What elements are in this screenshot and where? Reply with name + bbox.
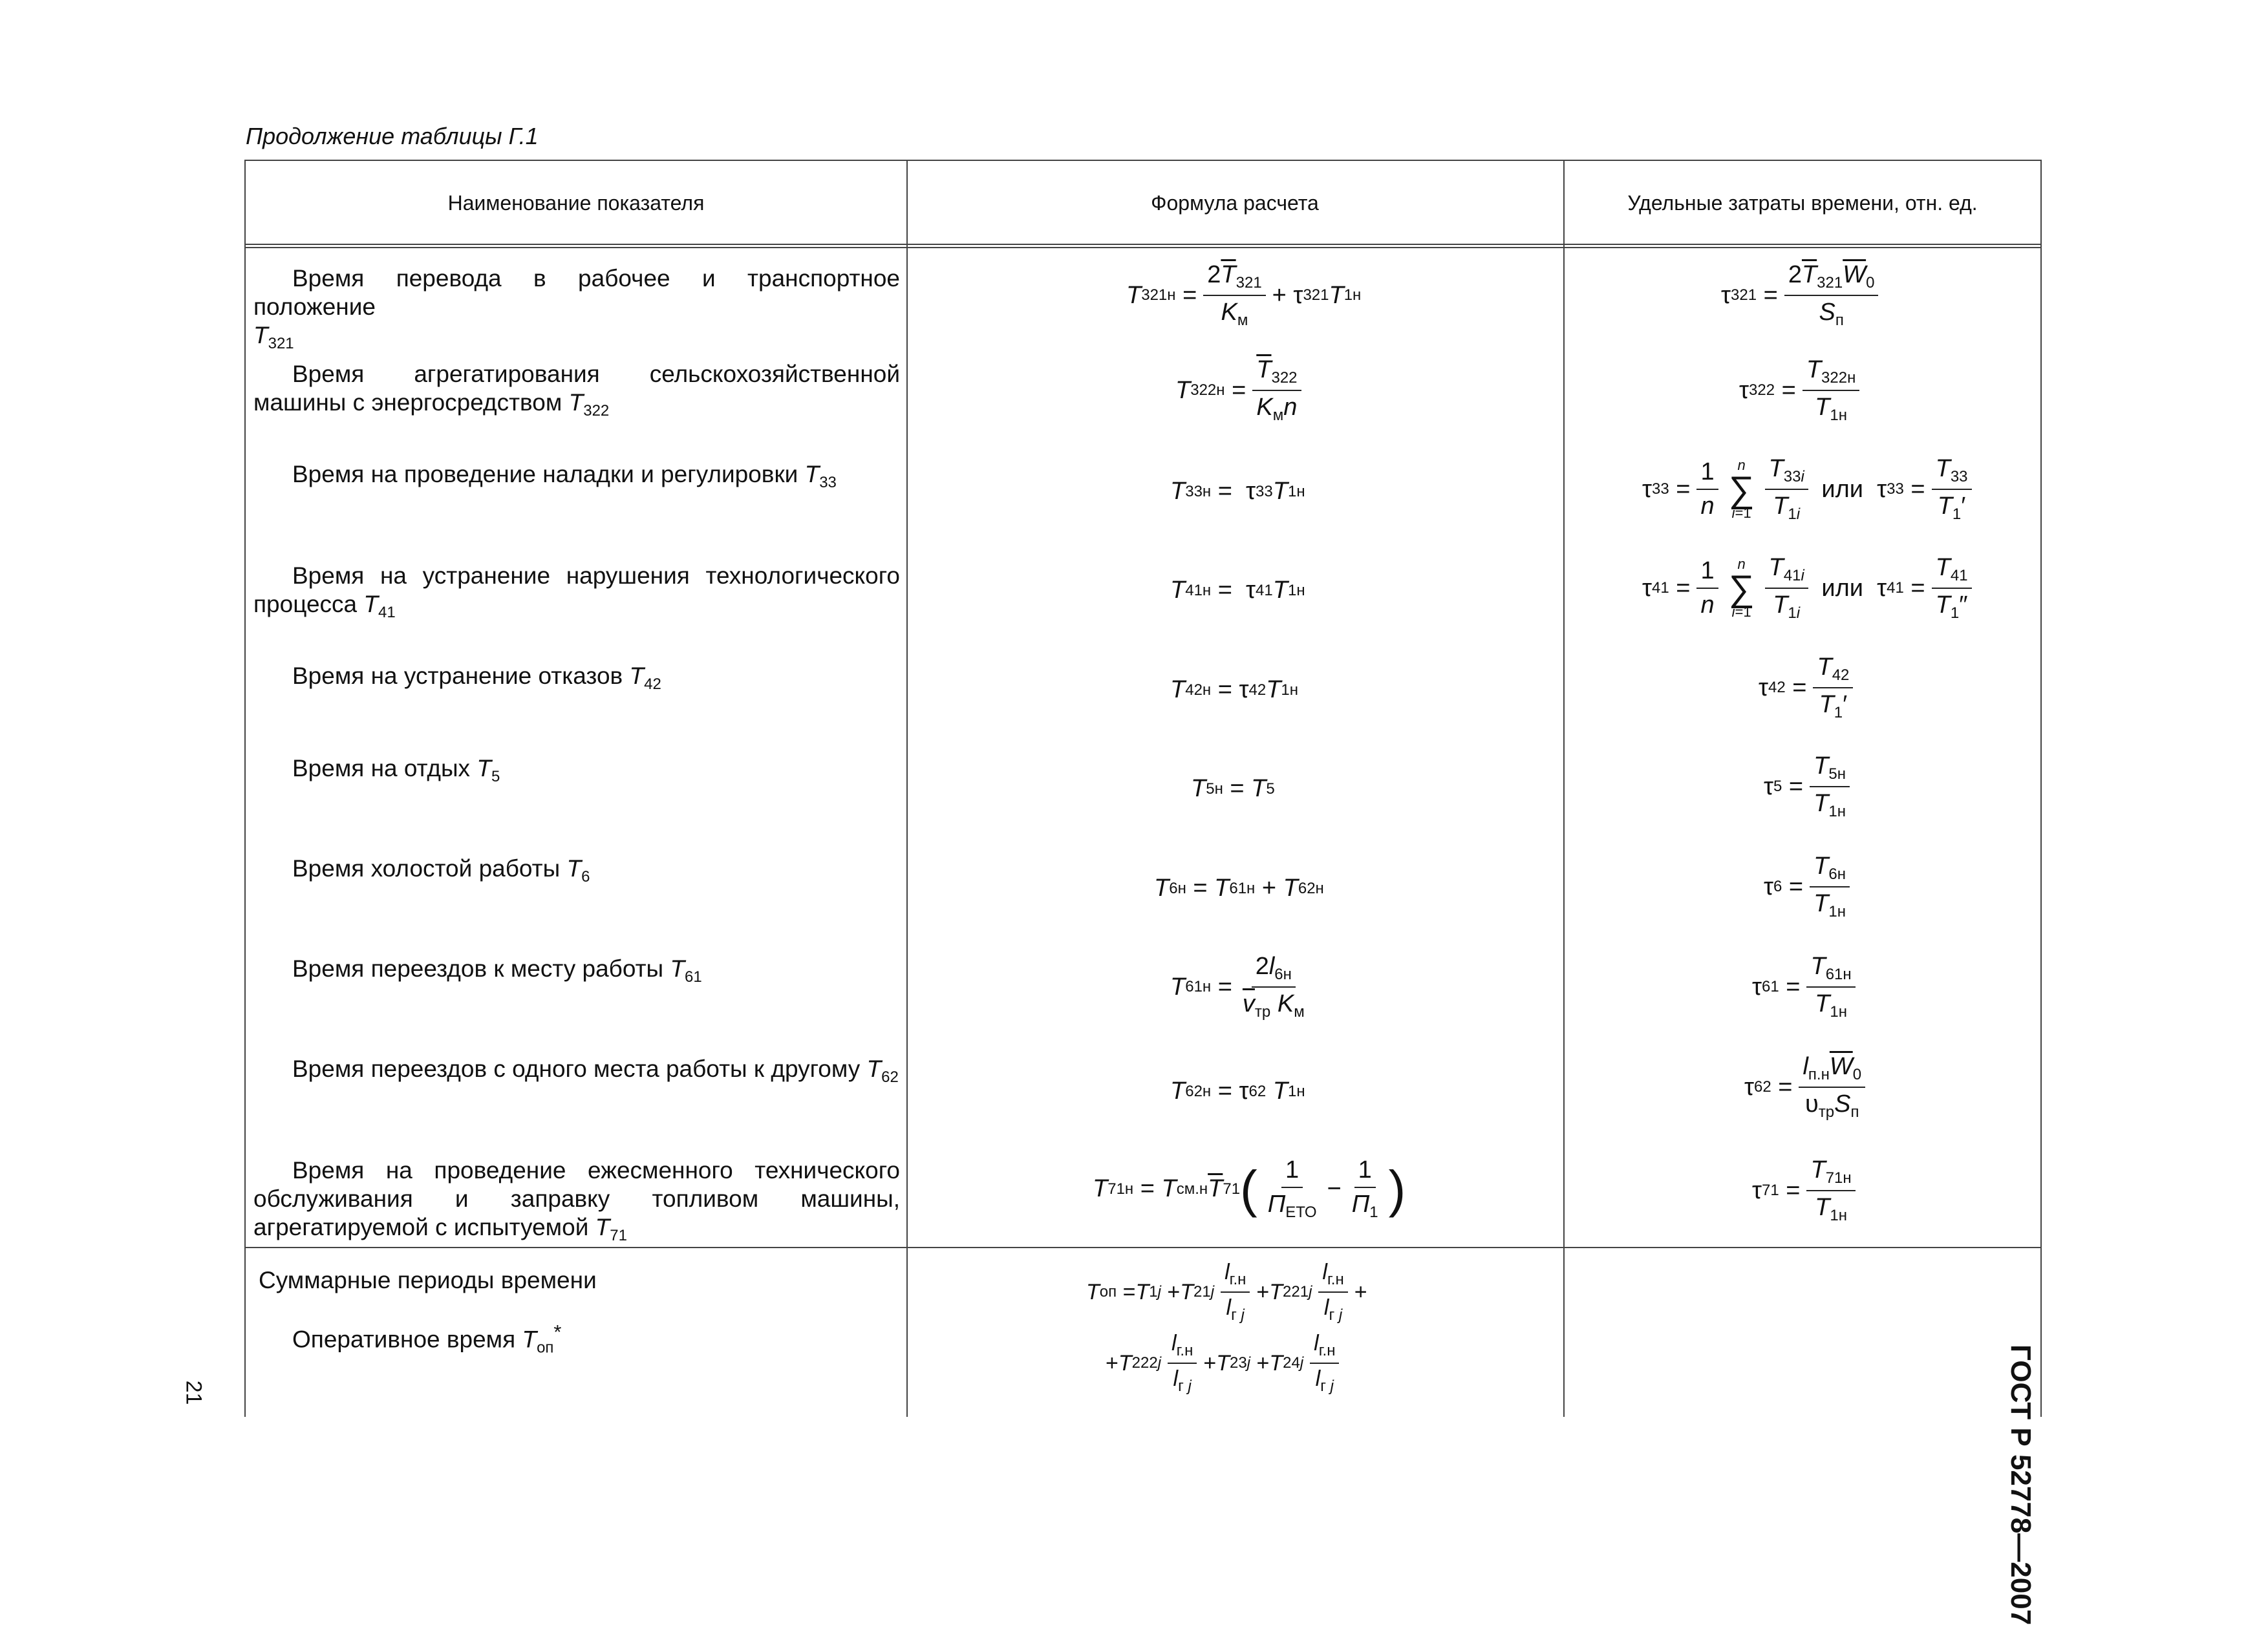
- formula-t61: T 61н = $\frac{2l_{6н}}{\overline{v}_{тр} K_м}$: [1170, 953, 1305, 1021]
- page-number: 21: [181, 1380, 206, 1405]
- operative-time-name: Оперативное время $T_{оп}^*$: [292, 1321, 562, 1357]
- spec-t61: τ 61 = $\frac{T_{61н}}{T_{1н}}$: [1752, 953, 1862, 1021]
- document-code: ГОСТ Р 52778—2007: [2005, 1344, 2037, 1625]
- formula-t42: T 42н = τ 42 T 1н: [1170, 676, 1299, 703]
- spec-t5: τ 5 = $\frac{T_{5н}}{T_{1н}}$: [1764, 752, 1856, 821]
- spec-t71: τ 71 = $\frac{T_{71н}}{T_{1н}}$: [1752, 1156, 1862, 1225]
- row-name-t322: Время агрегатирования сельскохозяйственной машины с энергосредством $T_{322}$: [253, 361, 900, 420]
- formula-t41: T 41н = τ 41 T 1н: [1170, 577, 1305, 604]
- header-specific: Удельные затраты времени, отн. ед.: [1627, 191, 1978, 215]
- formula-t322: T 322н = $\frac{\overline{T}_{322}}{K_мn}$: [1175, 356, 1308, 425]
- formula-t71: T 71н = T см.н $\overline{T}$ 71 ( $\frac{1}{П_{ЕТО}}$ − $\frac{1}{П_1}$ ): [1093, 1156, 1406, 1221]
- formula-t33: T 33н = τ 33 T 1н: [1170, 478, 1305, 505]
- row-name-t33: Время на проведение наладки и регулировки $T_{33}$: [292, 461, 837, 491]
- spec-t62: τ 62 = $\frac{l_{п.н}\overline{W}_0}{\upsilon_{тр}S_п}$: [1744, 1053, 1872, 1121]
- row-name-t321: Время перевода в рабочее и транспортное положение $T_{321}$: [253, 265, 900, 352]
- row-name-t61: Время переездов к месту работы $T_{61}$: [292, 955, 702, 986]
- formula-t62: T 62н = τ 62 T 1н: [1170, 1078, 1305, 1105]
- spec-t42: τ 42 = $\frac{T_{42}}{T_1'}$: [1759, 653, 1859, 722]
- formula-top-line1: T оп = T 1j + T 21j $\frac{l_{г.н}}{l_{г j}}$ + T 221j $\frac{l_{г.н}}{l_{г j}}$ +: [1086, 1260, 1367, 1324]
- header-formula: Формула расчета: [1151, 191, 1319, 215]
- row-name-t5: Время на отдых $T_5$: [292, 755, 500, 785]
- formula-top-line2: + T 222j $\frac{l_{г.н}}{l_{г j}}$ + T 23j + T 24j $\frac{l_{г.н}}{l_{г j}}$: [1106, 1331, 1345, 1396]
- spec-t322: τ 322 = $\frac{T_{322н}}{T_{1н}}$: [1739, 356, 1866, 425]
- column-divider: [906, 161, 908, 1417]
- row-name-t71: Время на проведение ежесменного технического обслуживания и заправку топливом машины, агрегатируемой с испытуемой $T_{71}$: [253, 1157, 900, 1244]
- formula-t6: T 6н = T 61н + T 62н: [1154, 875, 1324, 902]
- row-name-t41: Время на устранение нарушения технологического процесса $T_{41}$: [253, 562, 900, 621]
- column-divider: [1563, 161, 1565, 1417]
- formula-t321: T 321н = $\frac{2\overline{T}_{321}}{K_м}$ + τ 321 T 1н: [1126, 261, 1362, 329]
- row-name-t6: Время холостой работы $T_6$: [292, 855, 590, 886]
- row-name-t42: Время на устранение отказов $T_{42}$: [292, 663, 661, 693]
- spec-t6: τ 6 = $\frac{T_{6н}}{T_{1н}}$: [1764, 853, 1856, 921]
- header-name: Наименование показателя: [447, 191, 705, 215]
- formula-t5: T 5н = T 5: [1191, 775, 1275, 802]
- table-caption: Продолжение таблицы Г.1: [246, 123, 539, 149]
- spec-t41: τ 41 = $\frac{1}{n}$ n ∑ i=1 $\frac{T_{41i}}{T_{1i}}$ или τ 41 = $\frac{T_{41}}{T_1''}$: [1642, 554, 1978, 622]
- spec-t33: τ 33 = $\frac{1}{n}$ n ∑ i=1 $\frac{T_{33i}}{T_{1i}}$ или τ 33 = $\frac{T_{33}}{T_1'}$: [1642, 455, 1978, 524]
- summary-title: Суммарные периоды времени: [259, 1267, 597, 1293]
- header-divider: [246, 247, 2040, 248]
- indicators-table: [244, 160, 2042, 1417]
- spec-t321: τ 321 = $\frac{2\overline{T}_{321}\overline{W}_0}{S_п}$: [1721, 261, 1885, 330]
- row-name-t62: Время переездов с одного места работы к другому $T_{62}$: [292, 1056, 899, 1086]
